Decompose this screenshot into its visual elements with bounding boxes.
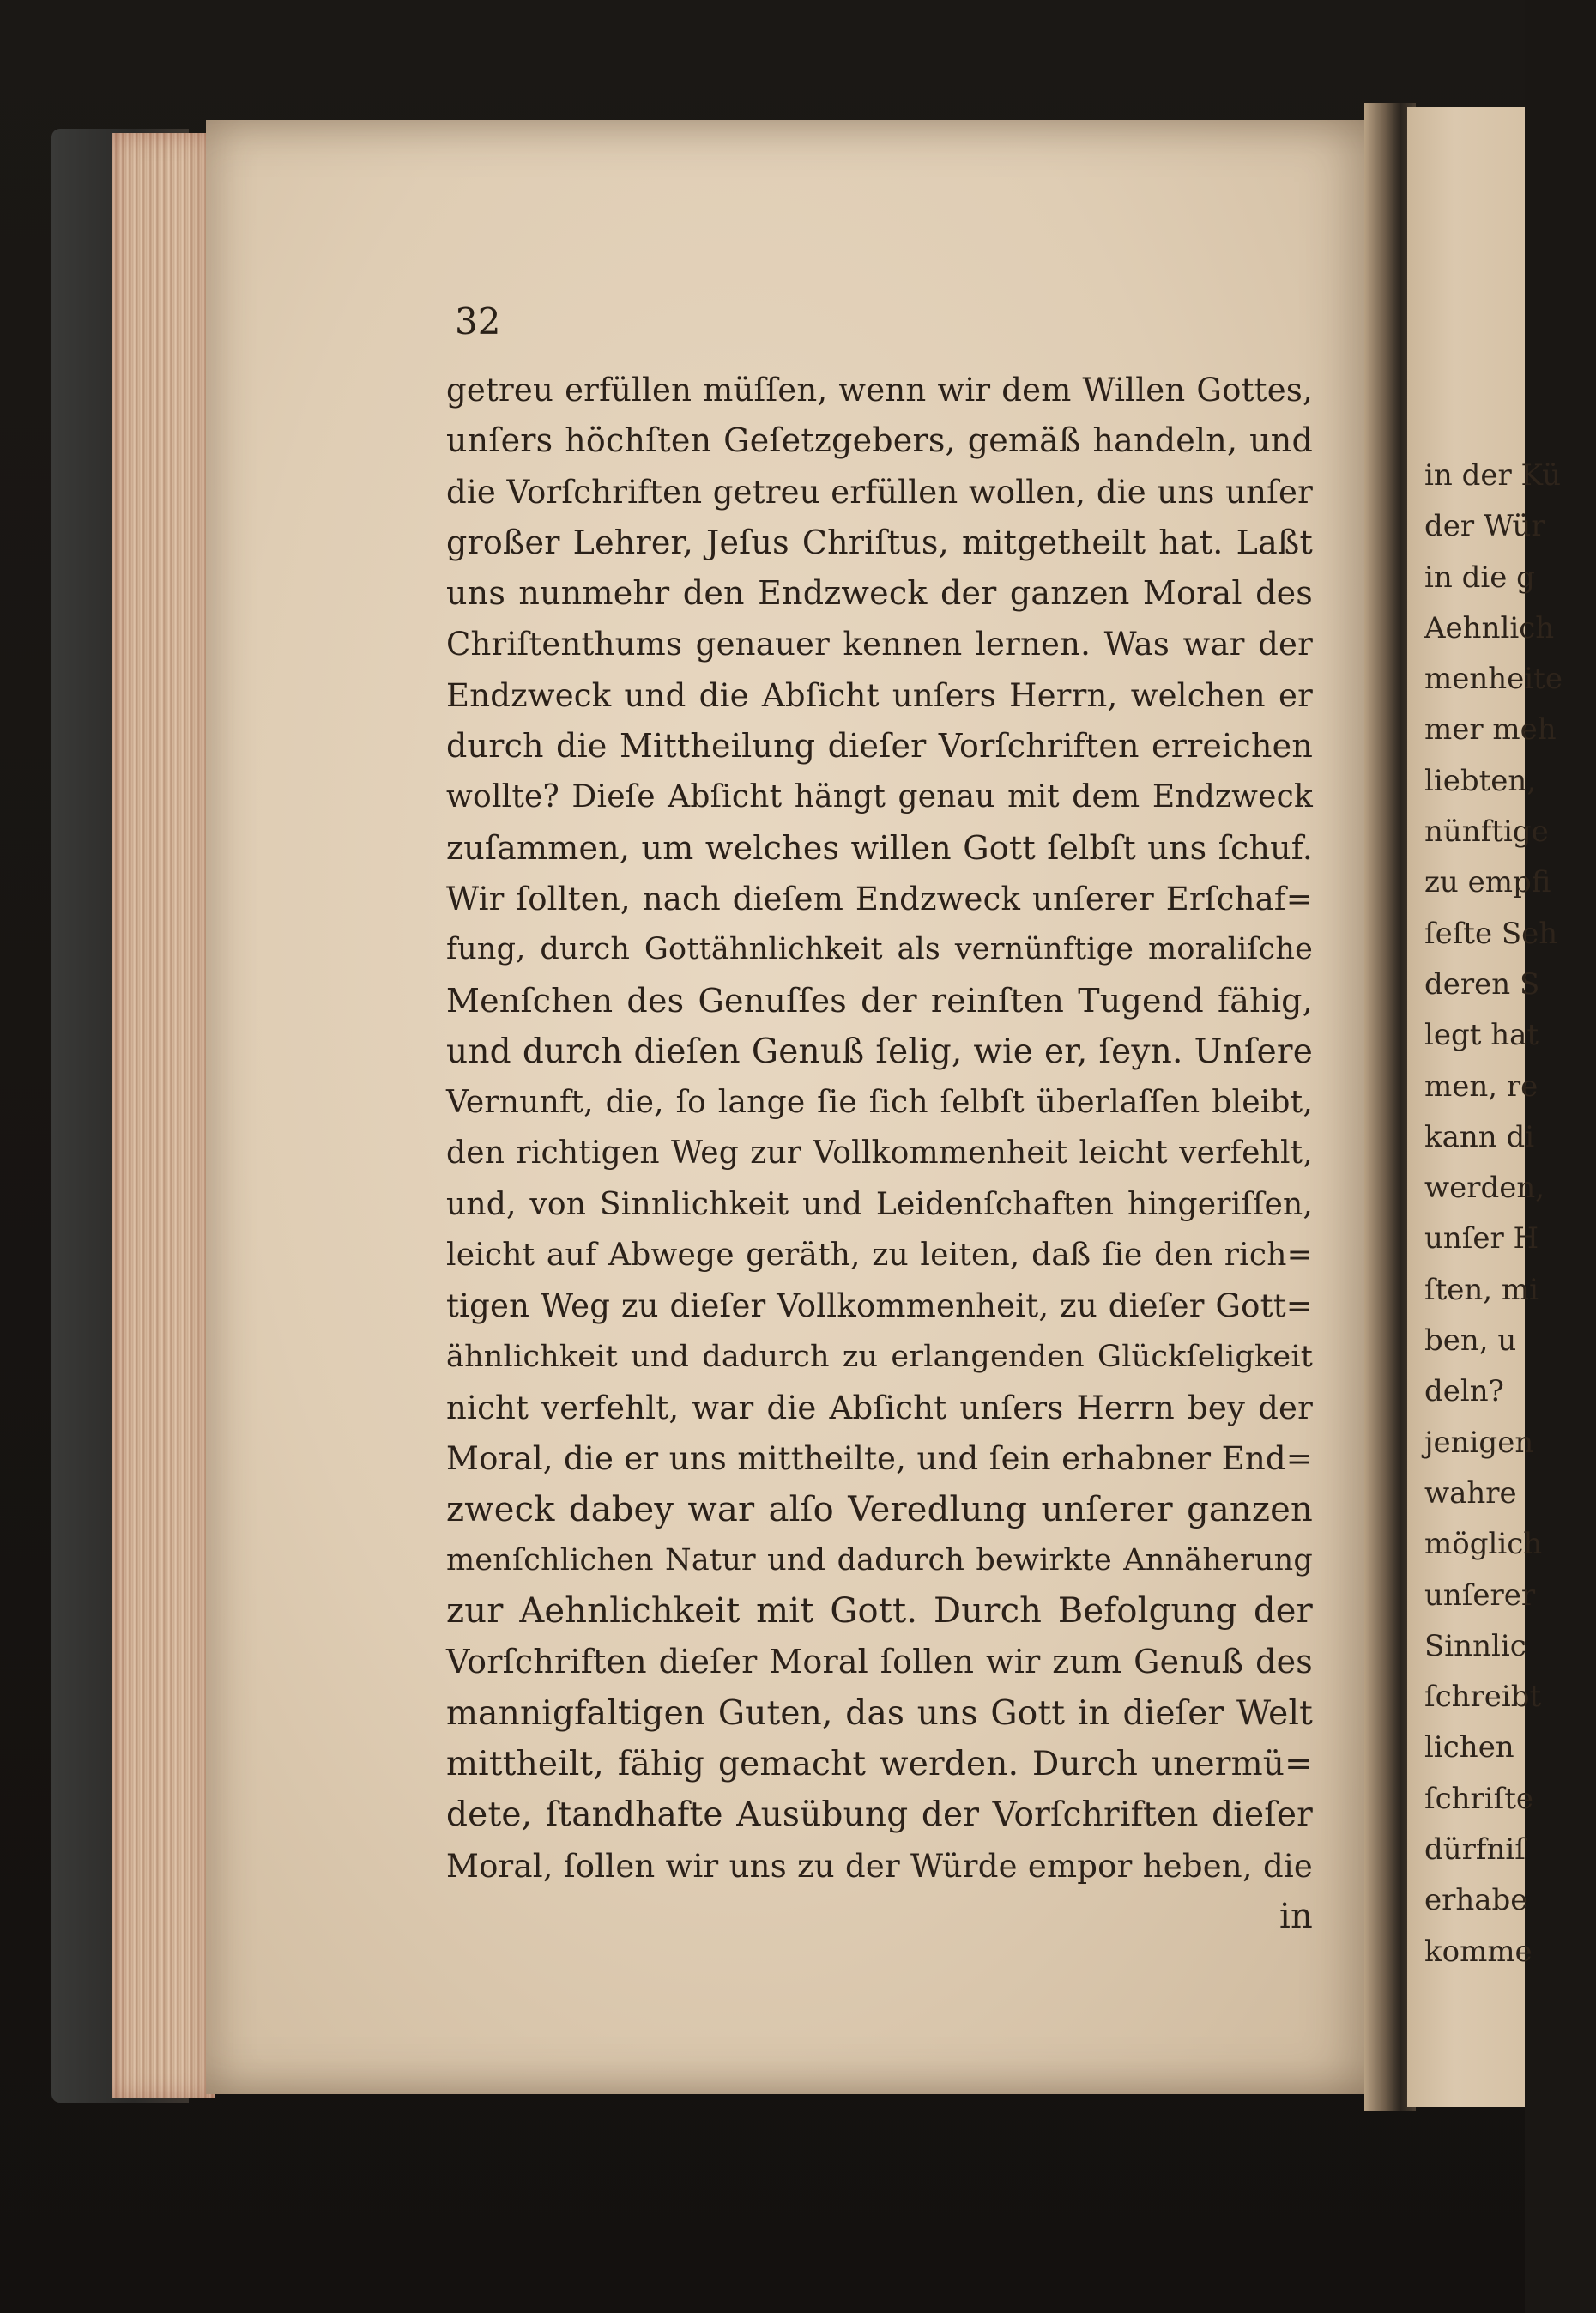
text-line: in [1279,1896,1313,1936]
text-line: Vernunft, die, ſo lange ſie ſich ſelbſt überlaſſen bleibt, [446,1085,1313,1121]
right-page-line: zu empfi [1424,865,1551,900]
right-page-line: ſten, mi [1424,1272,1539,1307]
text-line: Chriſtenthums genauer kennen lernen. Was war der [446,626,1313,663]
right-page-line: dürfniſ [1424,1832,1526,1868]
page-number: 32 [455,300,501,342]
text-line: zuſammen, um welches willen Gott ſelbſt uns ſchuf. [446,828,1313,867]
text-line: wollte? Dieſe Abſicht hängt genau mit dem Endzweck [446,779,1313,815]
page-body-text [446,365,1313,1942]
right-page-line: komme [1424,1934,1533,1969]
right-page-line: möglich [1424,1527,1543,1562]
text-line: leicht auf Abwege geräth, zu leiten, daß ſie den rich= [446,1238,1313,1274]
text-line: großer Lehrer, Jeſus Chriſtus, mitgetheilt hat. Laßt [446,523,1313,561]
text-line: nicht verfehlt, war die Abſicht unſers Herrn bey der [446,1389,1313,1426]
right-page-line: kann di [1424,1119,1535,1154]
right-page-line: ſeſte Seh [1424,916,1558,951]
right-page-line: der Wür [1424,509,1545,544]
text-line: menſchlichen Natur und dadurch bewirkte Annäherung [446,1542,1313,1577]
right-page-line: werden, [1424,1171,1545,1206]
text-line: zweck dabey war alſo Veredlung unſerer ganzen [446,1489,1313,1529]
right-page-line: ſchreibt [1424,1680,1542,1715]
right-page-line: ben, u [1424,1323,1517,1359]
right-page-line: jenigen [1424,1425,1534,1460]
text-line: Vorſchriften dieſer Moral ſollen wir zum Genuß des [446,1643,1313,1681]
text-line: ähnlichkeit und dadurch zu erlangenden Glückſeligkeit [446,1339,1313,1374]
text-line: Menſchen des Genuſſes der reinſten Tugend fähig, [446,981,1313,1020]
right-page-line: unſer H [1424,1221,1539,1256]
page-edges [112,133,215,2098]
text-line: Moral, die er uns mittheilte, und ſein erhabner End= [446,1440,1313,1478]
right-page-line: legt hat [1424,1018,1539,1053]
text-line: und, von Sinnlichkeit und Leidenſchaften hingeriſſen, [446,1186,1313,1222]
right-page-line: Sinnlic [1424,1628,1526,1663]
right-page-text [1424,451,1596,1977]
text-line: dete, ſtandhafte Ausübung der Vorſchriften dieſer [446,1795,1313,1835]
right-page-line: deln? [1424,1374,1504,1409]
right-page-line: liebten, [1424,763,1537,798]
right-page-line: men, re [1424,1069,1539,1104]
right-page-line: wahre [1424,1475,1517,1511]
text-line: unſers höchſten Geſetzgebers, gemäß handeln, und [446,421,1313,460]
text-line: und durch dieſen Genuß ſelig, wie er, ſeyn. Unſere [446,1032,1313,1071]
text-line: getreu erfüllen müſſen, wenn wir dem Willen Gottes, [446,372,1313,409]
right-page-line: deren S [1424,966,1540,1002]
right-page-line: in der Kü [1424,458,1562,493]
right-page-line: ſchriſte [1424,1781,1534,1816]
text-line: Moral, ſollen wir uns zu der Würde empor heben, die [446,1847,1313,1885]
text-line: fung, durch Gottähnlichkeit als vernünftige moraliſche [446,932,1313,967]
text-line: den richtigen Weg zur Vollkommenheit leicht verfehlt, [446,1135,1313,1172]
text-line: zur Aehnlichkeit mit Gott. Durch Befolgung der [446,1591,1313,1632]
right-page [1407,107,1563,2107]
text-line: mittheilt, fähig gemacht werden. Durch unermü= [446,1745,1313,1784]
right-page-line: menheite [1424,662,1563,697]
right-page-line: unſerer [1424,1577,1536,1613]
right-page-line: in die g [1424,560,1535,595]
right-page-line: nünftige [1424,814,1549,850]
text-line: Endzweck und die Abſicht unſers Herrn, welchen er [446,676,1313,714]
right-page-line: mer meh [1424,712,1557,748]
right-page-line: lichen [1424,1730,1514,1765]
text-line: Wir ſollten, nach dieſem Endzweck unſerer Erſchaf= [446,880,1313,917]
text-line: die Vorſchriften getreu erfüllen wollen, die uns unſer [446,473,1313,511]
text-line: durch die Mittheilung dieſer Vorſchriften erreichen [446,727,1313,766]
text-line: tigen Weg zu dieſer Vollkommenheit, zu dieſer Gott= [446,1287,1313,1325]
right-page-line: Aehnlich [1424,610,1555,645]
text-line: mannigfaltigen Guten, das uns Gott in dieſer Welt [446,1693,1313,1733]
text-line: uns nunmehr den Endzweck der ganzen Moral des [446,574,1313,613]
right-page-line: erhabe [1424,1883,1528,1918]
